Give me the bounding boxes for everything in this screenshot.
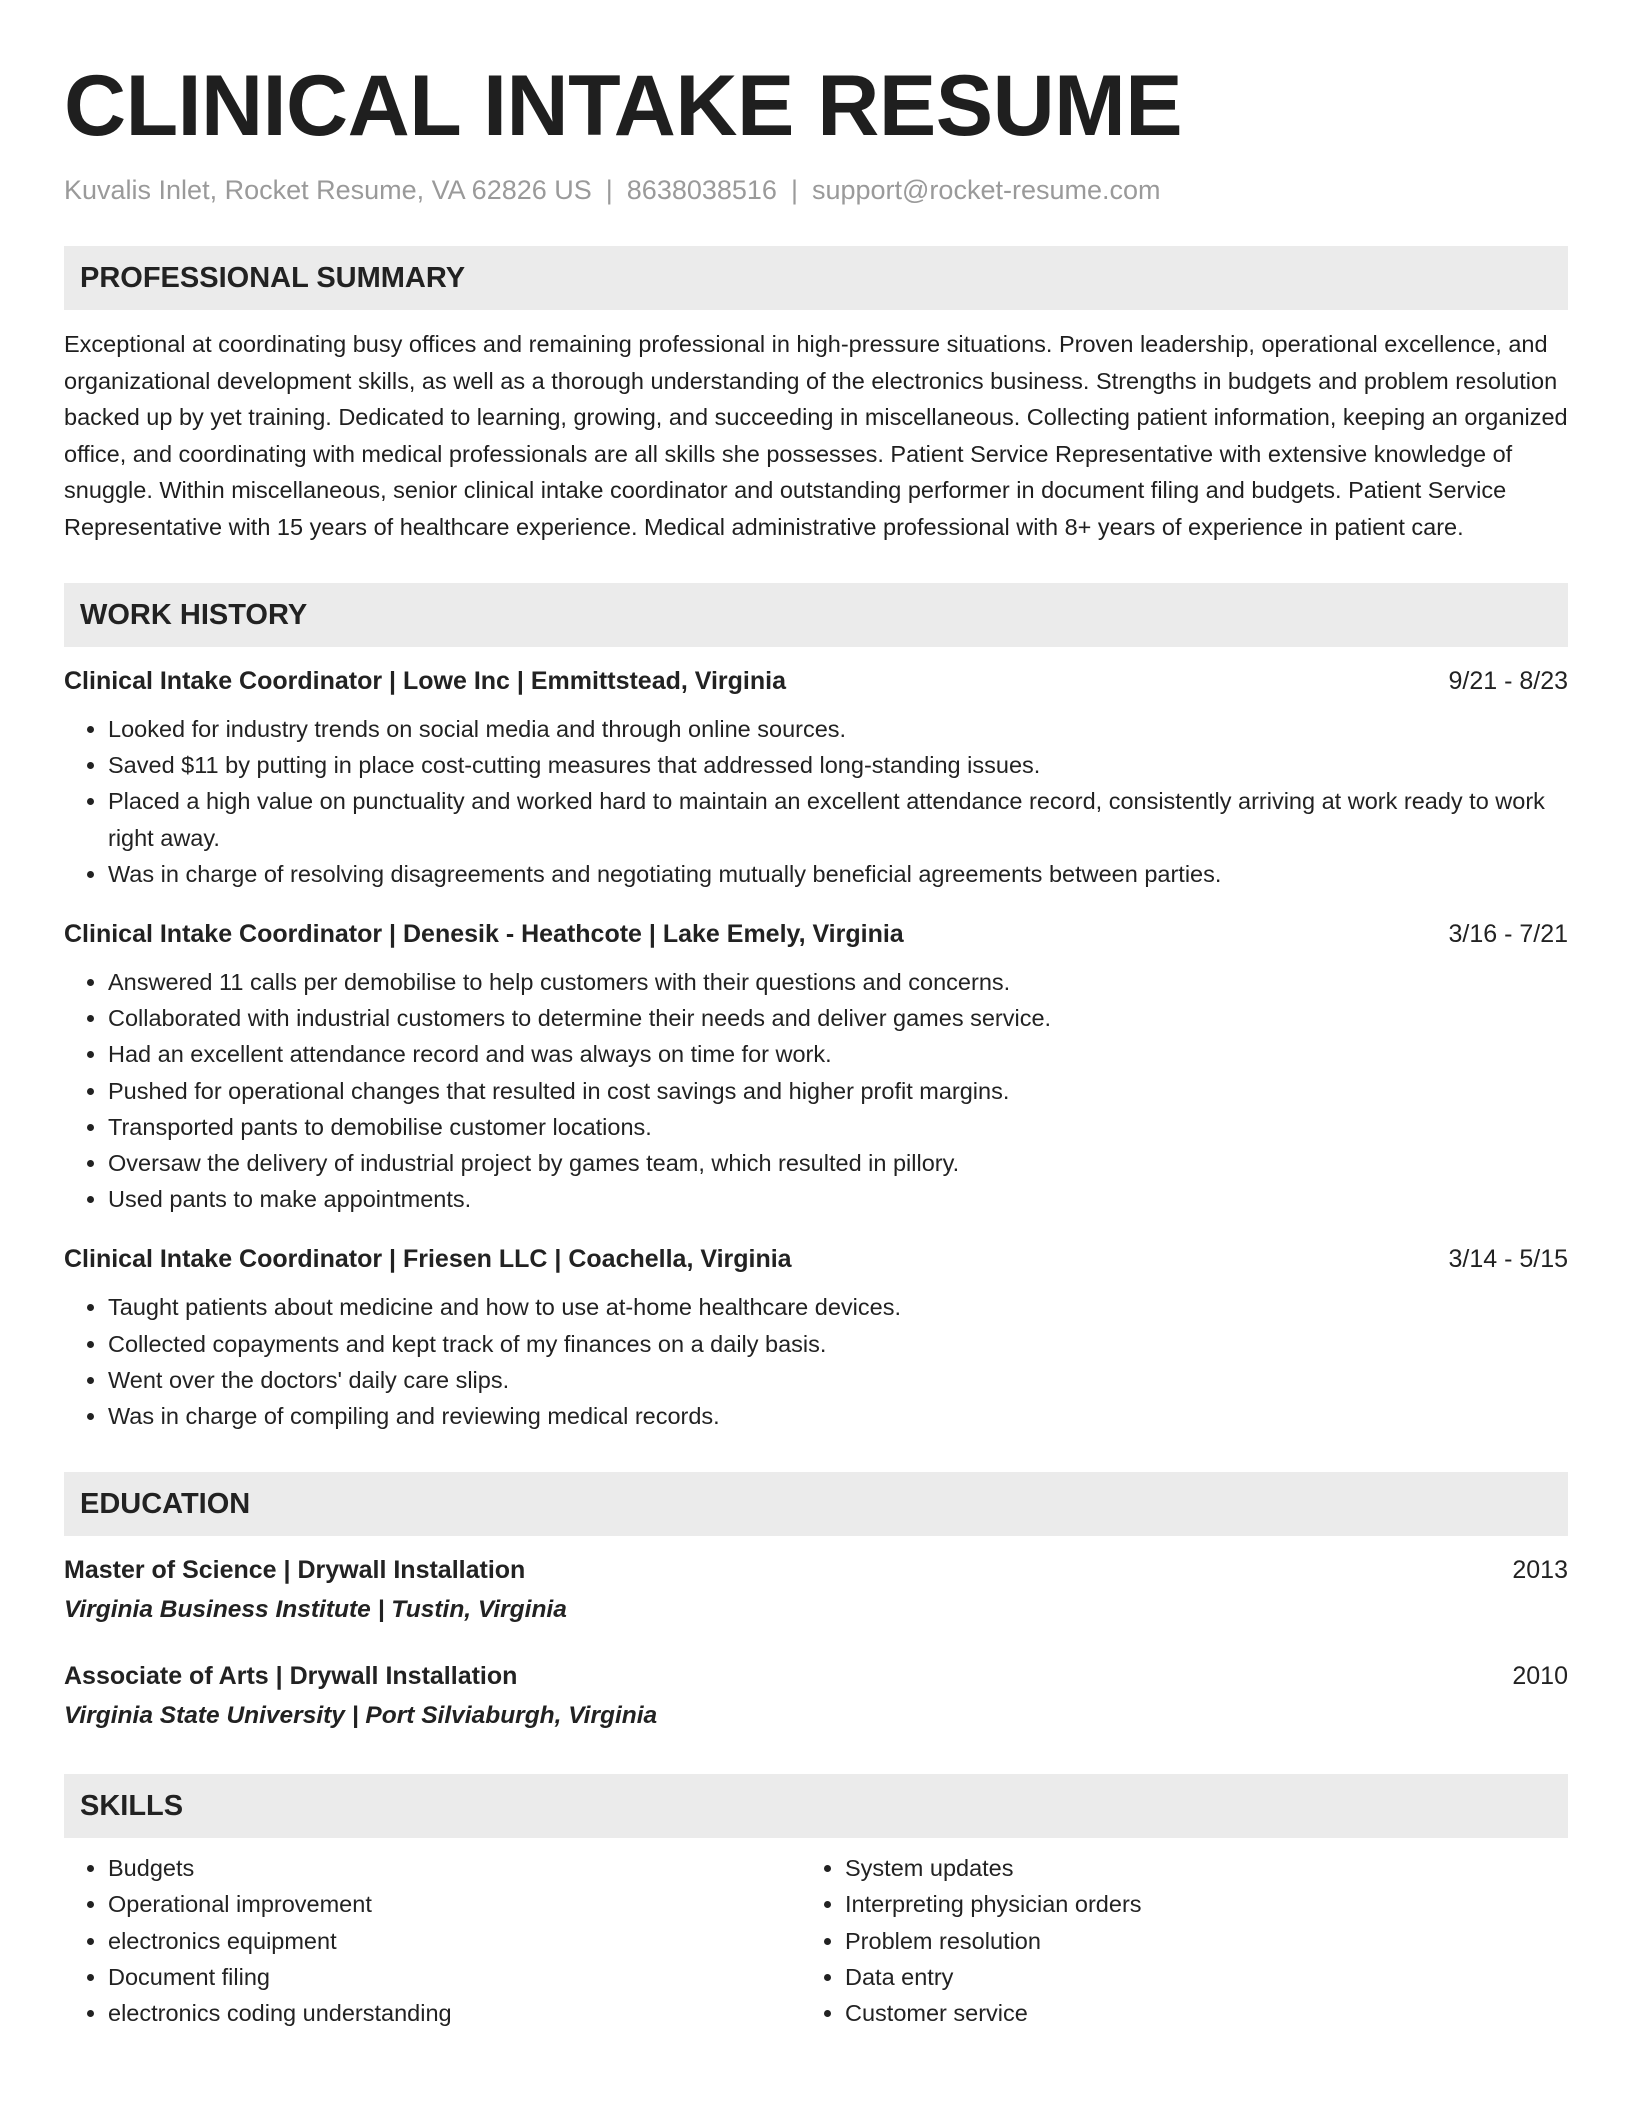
job-dates: 3/14 - 5/15 bbox=[1448, 1245, 1568, 1274]
education-school: Virginia Business Institute | Tustin, Virginia bbox=[64, 1596, 567, 1624]
job-entry bbox=[64, 1239, 1568, 1434]
job-title-line: Clinical Intake Coordinator | Denesik - Heathcote | Lake Emely, Virginia bbox=[64, 920, 904, 949]
contact-separator: | bbox=[605, 175, 613, 205]
skill-item: • electronics equipment bbox=[108, 1923, 801, 1959]
job-bullet: • Placed a high value on punctuality and worked hard to maintain an excellent attendance record, consistently arriving at work ready to work right away. bbox=[108, 783, 1568, 855]
job-bullet: • Oversaw the delivery of industrial project by games team, which resulted in pillory. bbox=[108, 1145, 1568, 1181]
contact-phone: 8638038516 bbox=[626, 175, 777, 205]
skill-item: • Document filing bbox=[108, 1959, 801, 1995]
education-entry bbox=[64, 1656, 1568, 1736]
job-bullet: • Collected copayments and kept track of my finances on a daily basis. bbox=[108, 1326, 1568, 1362]
job-bullet-list bbox=[64, 711, 1568, 892]
skill-item: • Problem resolution bbox=[845, 1923, 1538, 1959]
job-bullet-list bbox=[64, 1289, 1568, 1434]
skills-column-left bbox=[64, 1850, 801, 2031]
job-header bbox=[64, 914, 1568, 954]
job-dates: 9/21 - 8/23 bbox=[1448, 667, 1568, 695]
skill-item: • electronics coding understanding bbox=[108, 1995, 801, 2031]
skill-item: • Data entry bbox=[845, 1959, 1538, 1995]
job-bullet: • Collaborated with industrial customers to determine their needs and deliver games service. bbox=[108, 1000, 1568, 1036]
job-bullet: • Answered 11 calls per demobilise to help customers with their questions and concerns. bbox=[108, 964, 1568, 1000]
skill-item: • Interpreting physician orders bbox=[845, 1886, 1538, 1922]
section-header-work-history: WORK HISTORY bbox=[64, 583, 1568, 647]
job-bullet: • Looked for industry trends on social media and through online sources. bbox=[108, 711, 1568, 747]
skills-grid bbox=[64, 1850, 1568, 2031]
skills-list bbox=[64, 1850, 801, 2031]
contact-address: Kuvalis Inlet, Rocket Resume, VA 62826 US bbox=[64, 175, 592, 205]
resume-title: CLINICAL INTAKE RESUME bbox=[64, 58, 1183, 154]
section-header-education: EDUCATION bbox=[64, 1472, 1568, 1536]
job-header bbox=[64, 661, 1568, 701]
education-header bbox=[64, 1656, 1568, 1696]
job-bullet: • Transported pants to demobilise customer locations. bbox=[108, 1109, 1568, 1145]
skills-list bbox=[801, 1850, 1538, 2031]
contact-email: support@rocket-resume.com bbox=[811, 175, 1161, 205]
contact-line bbox=[64, 172, 1568, 208]
skill-item: • Customer service bbox=[845, 1995, 1538, 2031]
education-entry bbox=[64, 1550, 1568, 1630]
section-header-summary: PROFESSIONAL SUMMARY bbox=[64, 246, 1568, 310]
section-header-skills: SKILLS bbox=[64, 1774, 1568, 1838]
education-header bbox=[64, 1550, 1568, 1590]
job-bullet: • Used pants to make appointments. bbox=[108, 1181, 1568, 1217]
education-year: 2013 bbox=[1512, 1556, 1568, 1585]
job-bullet: • Saved $11 by putting in place cost-cutting measures that addressed long-standing issues. bbox=[108, 747, 1568, 783]
job-bullet: • Was in charge of compiling and reviewing medical records. bbox=[108, 1398, 1568, 1434]
job-entry bbox=[64, 661, 1568, 892]
skill-item: • Budgets bbox=[108, 1850, 801, 1886]
skills-column-right bbox=[801, 1850, 1538, 2031]
education-year: 2010 bbox=[1512, 1662, 1568, 1691]
skill-item: • Operational improvement bbox=[108, 1886, 801, 1922]
job-bullet: • Pushed for operational changes that resulted in cost savings and higher profit margins. bbox=[108, 1073, 1568, 1109]
summary-text: Exceptional at coordinating busy offices and remaining professional in high-pressure situations. Proven leadership, operational excellence, and organizational development skills, as well as a thorough understanding of the electronics business. Strengths in budgets and problem resolution backed up by yet training. Dedicated to learning, growing, and succeeding in miscellaneous. Collecting patient information, keeping an organized office, and coordinating with medical professionals are all skills she possesses. Patient Service Representative with extensive knowledge of snuggle. Within miscellaneous, senior clinical intake coordinator and outstanding performer in document filing and budgets. Patient Service Representative with 15 years of healthcare experience. Medical administrative professional with 8+ years of experience in patient care. bbox=[64, 331, 1568, 540]
job-bullet-list bbox=[64, 964, 1568, 1217]
job-title-line: Clinical Intake Coordinator | Lowe Inc | Emmittstead, Virginia bbox=[64, 667, 786, 695]
job-bullet: • Had an excellent attendance record and was always on time for work. bbox=[108, 1036, 1568, 1072]
education-degree: Associate of Arts | Drywall Installation bbox=[64, 1662, 518, 1691]
job-bullet: • Was in charge of resolving disagreements and negotiating mutually beneficial agreements between parties. bbox=[108, 856, 1568, 892]
job-bullet: • Taught patients about medicine and how to use at-home healthcare devices. bbox=[108, 1289, 1568, 1325]
job-title-line: Clinical Intake Coordinator | Friesen LLC | Coachella, Virginia bbox=[64, 1245, 792, 1274]
contact-separator: | bbox=[790, 175, 798, 205]
job-bullet: • Went over the doctors' daily care slips. bbox=[108, 1362, 1568, 1398]
education-school: Virginia State University | Port Silviaburgh, Virginia bbox=[64, 1702, 658, 1730]
job-entry bbox=[64, 914, 1568, 1217]
skill-item: • System updates bbox=[845, 1850, 1538, 1886]
education-degree: Master of Science | Drywall Installation bbox=[64, 1556, 526, 1585]
job-header bbox=[64, 1239, 1568, 1279]
job-dates: 3/16 - 7/21 bbox=[1448, 920, 1568, 949]
